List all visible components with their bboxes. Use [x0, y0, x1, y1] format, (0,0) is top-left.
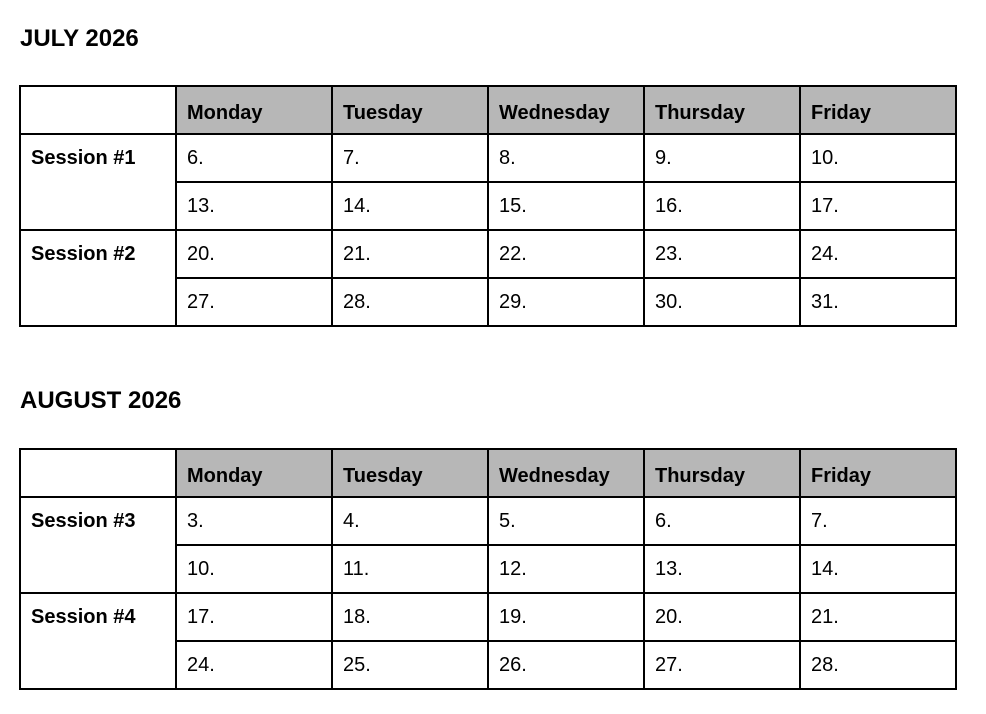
- date-cell: 3.: [176, 497, 332, 545]
- date-cell: 14.: [800, 545, 956, 593]
- date-cell: 13.: [644, 545, 800, 593]
- table-row: [20, 593, 956, 641]
- session-label: Session #2: [20, 230, 176, 326]
- month-heading-august: AUGUST 2026: [20, 387, 182, 414]
- date-cell: 10.: [176, 545, 332, 593]
- date-cell: 27.: [176, 278, 332, 326]
- date-cell: 6.: [644, 497, 800, 545]
- date-cell: 27.: [644, 641, 800, 689]
- date-cell: 7.: [800, 497, 956, 545]
- day-header-friday: Friday: [800, 86, 956, 134]
- date-cell: 25.: [332, 641, 488, 689]
- date-cell: 17.: [800, 182, 956, 230]
- session-label: Session #4: [20, 593, 176, 689]
- date-cell: 7.: [332, 134, 488, 182]
- date-cell: 17.: [176, 593, 332, 641]
- date-cell: 9.: [644, 134, 800, 182]
- date-cell: 20.: [176, 230, 332, 278]
- table-header-row: [20, 449, 956, 497]
- schedule-table-july: [19, 85, 957, 327]
- day-header-friday: Friday: [800, 449, 956, 497]
- schedule-table-august: [19, 448, 957, 690]
- date-cell: 30.: [644, 278, 800, 326]
- session-label: Session #3: [20, 497, 176, 593]
- corner-cell: [20, 449, 176, 497]
- day-header-tuesday: Tuesday: [332, 86, 488, 134]
- corner-cell: [20, 86, 176, 134]
- date-cell: 10.: [800, 134, 956, 182]
- date-cell: 15.: [488, 182, 644, 230]
- date-cell: 24.: [176, 641, 332, 689]
- table-row: [20, 134, 956, 182]
- day-header-wednesday: Wednesday: [488, 86, 644, 134]
- date-cell: 11.: [332, 545, 488, 593]
- table-header-row: [20, 86, 956, 134]
- date-cell: 21.: [800, 593, 956, 641]
- date-cell: 4.: [332, 497, 488, 545]
- date-cell: 21.: [332, 230, 488, 278]
- date-cell: 6.: [176, 134, 332, 182]
- date-cell: 19.: [488, 593, 644, 641]
- table-row: [20, 497, 956, 545]
- date-cell: 24.: [800, 230, 956, 278]
- date-cell: 12.: [488, 545, 644, 593]
- date-cell: 31.: [800, 278, 956, 326]
- date-cell: 20.: [644, 593, 800, 641]
- date-cell: 26.: [488, 641, 644, 689]
- date-cell: 13.: [176, 182, 332, 230]
- day-header-wednesday: Wednesday: [488, 449, 644, 497]
- date-cell: 28.: [332, 278, 488, 326]
- date-cell: 28.: [800, 641, 956, 689]
- month-heading-july: JULY 2026: [20, 25, 139, 52]
- day-header-tuesday: Tuesday: [332, 449, 488, 497]
- day-header-thursday: Thursday: [644, 449, 800, 497]
- date-cell: 5.: [488, 497, 644, 545]
- day-header-thursday: Thursday: [644, 86, 800, 134]
- date-cell: 22.: [488, 230, 644, 278]
- day-header-monday: Monday: [176, 86, 332, 134]
- date-cell: 14.: [332, 182, 488, 230]
- day-header-monday: Monday: [176, 449, 332, 497]
- date-cell: 23.: [644, 230, 800, 278]
- date-cell: 29.: [488, 278, 644, 326]
- date-cell: 18.: [332, 593, 488, 641]
- session-label: Session #1: [20, 134, 176, 230]
- date-cell: 8.: [488, 134, 644, 182]
- date-cell: 16.: [644, 182, 800, 230]
- table-row: [20, 230, 956, 278]
